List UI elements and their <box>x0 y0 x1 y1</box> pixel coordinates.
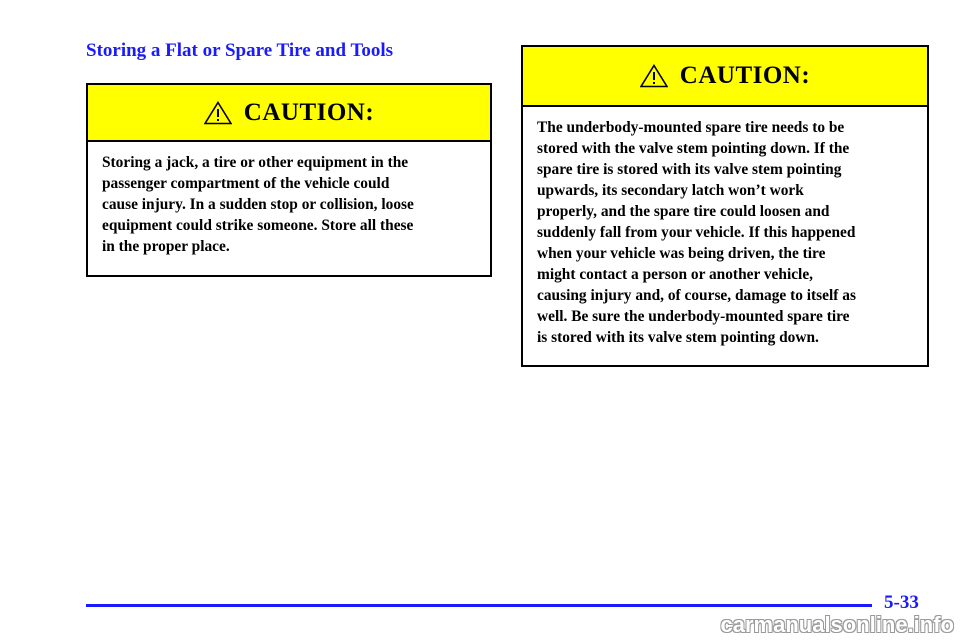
caution-line: well. Be sure the underbody‑mounted spare tire <box>537 308 850 325</box>
section-title: Storing a Flat or Spare Tire and Tools <box>86 40 394 61</box>
caution-line: might contact a person or another vehicle, <box>537 266 814 283</box>
caution-line: equipment could strike someone. Store all these <box>102 217 414 234</box>
caution-line: properly, and the spare tire could loosen and <box>537 203 830 220</box>
caution-header <box>523 47 927 107</box>
watermark: carmanualsonline.info <box>720 612 954 637</box>
caution-line: passenger compartment of the vehicle could <box>102 175 390 192</box>
caution-line: spare tire is stored with its valve stem pointing <box>537 161 842 178</box>
caution-text <box>523 107 927 360</box>
caution-line: in the proper place. <box>102 238 230 255</box>
caution-line: stored with the valve stem pointing down. If the <box>537 140 850 157</box>
warning-triangle-icon <box>204 101 232 125</box>
warning-triangle-icon <box>640 64 668 88</box>
caution-line: causing injury and, of course, damage to itself as <box>537 287 856 304</box>
caution-line: The underbody‑mounted spare tire needs to be <box>537 119 845 136</box>
caution-line: cause injury. In a sudden stop or collision, loose <box>102 196 414 213</box>
page-number: 5-33 <box>884 592 919 613</box>
caution-box-storing-equipment <box>86 83 492 277</box>
caution-line: upwards, its secondary latch won’t work <box>537 182 804 199</box>
caution-header <box>88 85 490 142</box>
caution-box-spare-tire <box>521 45 929 367</box>
caution-line: suddenly fall from your vehicle. If this happened <box>537 224 856 241</box>
caution-heading: CAUTION: <box>243 98 375 126</box>
caution-heading: CAUTION: <box>679 62 811 89</box>
footer-divider <box>86 604 872 607</box>
caution-text <box>88 142 490 269</box>
caution-line: when your vehicle was being driven, the tire <box>537 245 826 262</box>
caution-line: Storing a jack, a tire or other equipment in the <box>102 154 409 171</box>
caution-line: is stored with its valve stem pointing down. <box>537 329 819 346</box>
